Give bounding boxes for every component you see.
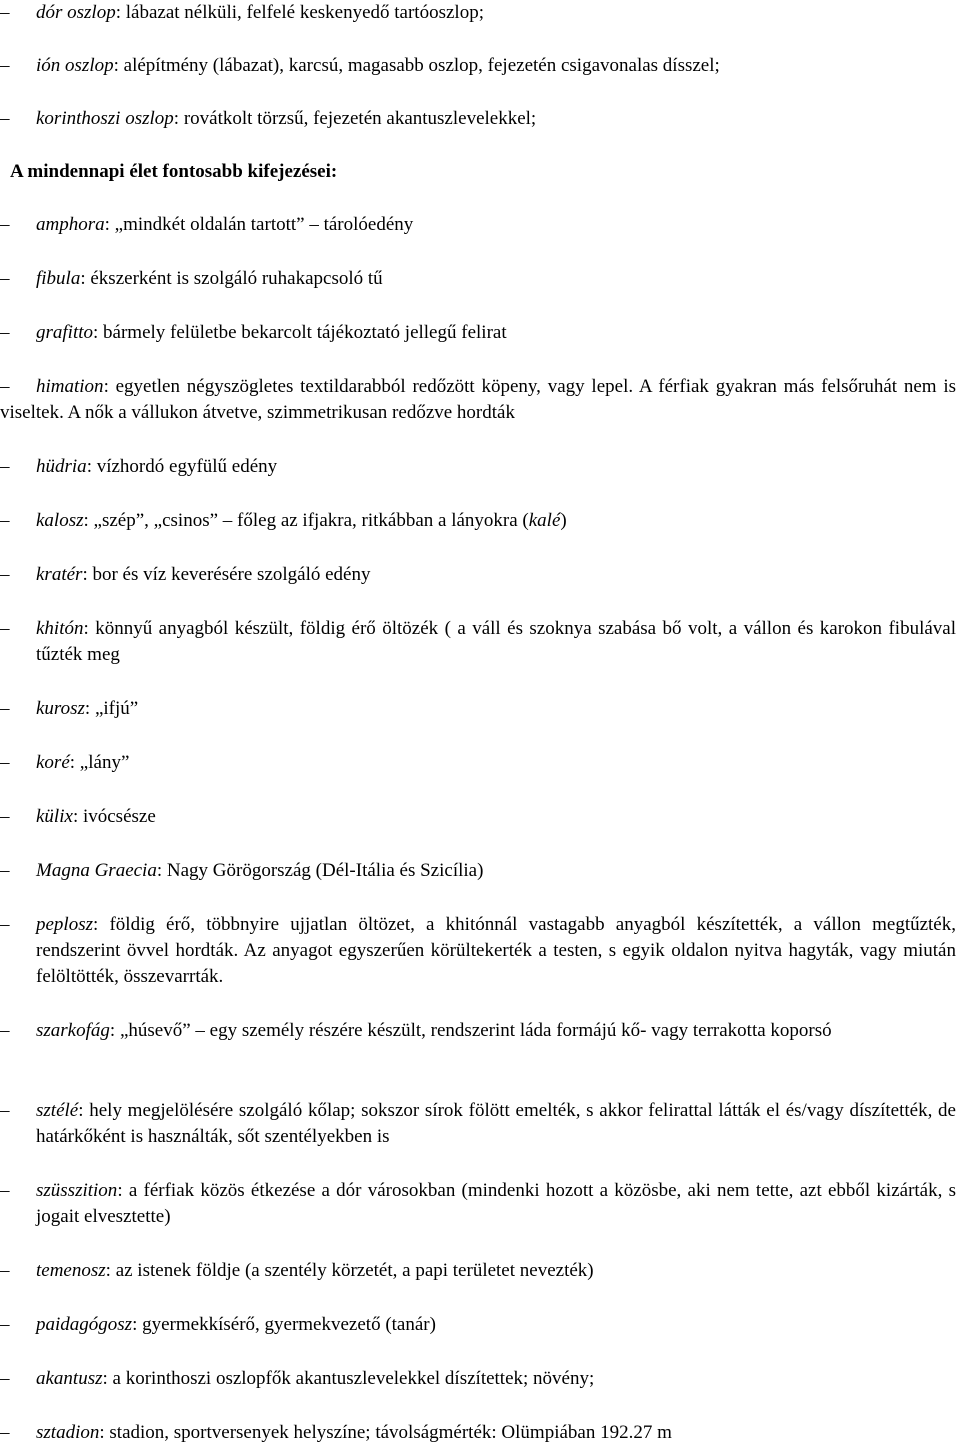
glossary-entry — [0, 320, 956, 346]
term-separator: : — [103, 376, 109, 397]
glossary-entry — [0, 374, 956, 426]
definition-text: bor és víz keverésére szolgáló edény — [87, 564, 371, 585]
definition-text: „szép”, „csinos” – főleg az ifjakra, ritkábban a lányokra ( — [88, 510, 529, 531]
glossary-term: kurosz — [36, 698, 85, 719]
term-separator: : — [69, 752, 76, 773]
glossary-entry — [0, 1312, 956, 1338]
glossary-term: temenosz — [36, 1260, 106, 1281]
glossary-term: grafitto — [36, 322, 94, 343]
glossary-entry — [0, 912, 956, 990]
glossary-term-inline: kalé — [528, 510, 561, 531]
dash-bullet: – — [0, 698, 10, 719]
term-separator: : — [82, 564, 88, 585]
glossary-entry — [0, 266, 956, 292]
dash-bullet: – — [0, 376, 10, 397]
definition-text: gyermekkísérő, gyermekvezető (tanár) — [137, 1314, 436, 1335]
glossary-term: fibula — [36, 268, 81, 289]
dash-bullet: – — [0, 1020, 10, 1041]
definition-text: stadion, sportversenyek helyszíne; távolságmérték: Olümpiában 192.27 m — [104, 1422, 672, 1443]
glossary-term: himation — [36, 376, 104, 397]
dash-bullet: – — [0, 1100, 10, 1121]
definition-text: a férfiak közös étkezése a dór városokban (mindenki hozott a közösbe, aki nem tette, azt ebből kizárták, s jogait elvesztette) — [36, 1180, 956, 1227]
definition-text: „ifjú” — [90, 698, 139, 719]
term-separator: : — [117, 1180, 123, 1201]
dash-bullet: – — [0, 214, 10, 235]
glossary-term: sztélé — [36, 1100, 79, 1121]
glossary-term: külix — [36, 806, 73, 827]
glossary-entry — [0, 212, 956, 238]
dash-bullet: – — [0, 860, 10, 881]
term-separator: : — [93, 914, 99, 935]
dash-bullet: – — [0, 322, 10, 343]
glossary-term: amphora — [36, 214, 105, 235]
dash-bullet: – — [0, 564, 10, 585]
glossary-term: kalosz — [36, 510, 84, 531]
dash-bullet: – — [0, 752, 10, 773]
definition-text: vízhordó egyfülű edény — [91, 456, 278, 477]
definition-text: egyetlen négyszögletes textildarabból redőzött köpeny, vagy lepel. A férfiak gyakran más felsőruhát nem is viseltek. A nők a vállukon átvetve, szimmetrikusan redőzve hordták — [0, 376, 956, 423]
definition-text: „húsevő” – egy személy részére készült, rendszerint láda formájú kő- vagy terrakotta koporsó — [115, 1020, 832, 1041]
dash-bullet: – — [0, 1260, 10, 1281]
term-separator: : — [173, 108, 180, 129]
glossary-term: Magna Graecia — [36, 860, 157, 881]
dash-bullet: – — [0, 268, 10, 289]
term-separator: : — [72, 806, 79, 827]
glossary-term: dór oszlop — [36, 2, 116, 23]
glossary-term: paidagógosz — [36, 1314, 133, 1335]
glossary-entry — [0, 106, 956, 132]
glossary-term: ión oszlop — [36, 55, 114, 76]
term-separator: : — [104, 214, 110, 235]
definition-text: lábazat nélküli, felfelé keskenyedő tartóoszlop; — [121, 2, 484, 23]
definition-text: alépítmény (lábazat), karcsú, magasabb oszlop, fejezetén csigavonalas dísszel; — [118, 55, 720, 76]
glossary-term: sztadion — [36, 1422, 100, 1443]
glossary-entry — [0, 750, 956, 776]
glossary-term: szüsszition — [36, 1180, 118, 1201]
definition-text: könnyű anyagból készült, földig érő öltözék ( a váll és szoknya szabása bő volt, a vállon és karokon fibulával tűzték meg — [36, 618, 956, 665]
definition-text: Nagy Görögország (Dél-Itália és Szicília) — [162, 860, 484, 881]
definition-text: bármely felületbe bekarcolt tájékoztató jellegű felirat — [98, 322, 507, 343]
glossary-term: korinthoszi oszlop — [36, 108, 174, 129]
term-separator: : — [132, 1314, 138, 1335]
definition-text: rovátkolt törzsű, fejezetén akantuszlevelekkel; — [179, 108, 537, 129]
glossary-term: hüdria — [36, 456, 87, 477]
term-separator: : — [113, 55, 119, 76]
definition-text: ivócsésze — [78, 806, 156, 827]
dash-bullet: – — [0, 1314, 10, 1335]
term-separator: : — [105, 1260, 111, 1281]
definition-text: a korinthoszi oszlopfők akantuszlevelekkel díszítettek; növény; — [107, 1368, 595, 1389]
glossary-term: peplosz — [36, 914, 93, 935]
definition-text: „lány” — [75, 752, 130, 773]
glossary-entry — [0, 1366, 956, 1392]
dash-bullet: – — [0, 456, 10, 477]
glossary-entry — [0, 1420, 956, 1446]
glossary-term: kratér — [36, 564, 83, 585]
glossary-term: khitón — [36, 618, 84, 639]
definition-text-tail: ) — [560, 510, 567, 531]
dash-bullet: – — [0, 806, 10, 827]
term-separator: : — [80, 268, 86, 289]
definition-text: „mindkét oldalán tartott” – tárolóedény — [109, 214, 414, 235]
dash-bullet: – — [0, 914, 10, 935]
definition-text: hely megjelölésére szolgáló kőlap; sokszor sírok fölött emelték, s akkor felirattal látták el és/vagy díszítették, de határkőként is használták, sőt szentélyekben is — [36, 1100, 956, 1147]
dash-bullet: – — [0, 510, 10, 531]
glossary-entry — [0, 454, 956, 480]
term-separator: : — [102, 1368, 108, 1389]
dash-bullet: – — [0, 618, 10, 639]
term-separator: : — [115, 2, 121, 23]
dash-bullet: – — [0, 1180, 10, 1201]
term-separator: : — [86, 456, 92, 477]
dash-bullet: – — [0, 2, 10, 23]
glossary-term: koré — [36, 752, 70, 773]
dash-bullet: – — [0, 55, 10, 76]
term-separator: : — [99, 1422, 105, 1443]
dash-bullet: – — [0, 108, 10, 129]
glossary-entry — [0, 804, 956, 830]
glossary-entry — [0, 1098, 956, 1150]
glossary-term: szarkofág — [36, 1020, 110, 1041]
glossary-entry — [0, 1258, 956, 1284]
term-separator: : — [83, 618, 89, 639]
glossary-entry — [0, 1018, 956, 1044]
term-separator: : — [109, 1020, 116, 1041]
glossary-entry — [0, 696, 956, 722]
glossary-entry — [0, 508, 956, 534]
glossary-entry — [0, 0, 956, 26]
glossary-entry — [0, 53, 956, 79]
definition-text: az istenek földje (a szentély körzetét, a papi területet nevezték) — [110, 1260, 594, 1281]
term-separator: : — [93, 322, 99, 343]
definition-text: ékszerként is szolgáló ruhakapcsoló tű — [85, 268, 383, 289]
glossary-entry — [0, 562, 956, 588]
definition-text: földig érő, többnyire ujjatlan öltözet, a khitónnál vastagabb anyagból készítették, a vállon megtűzték, rendszerint övvel hordták. Az anyagot egyszerűen körültekerték a testen, s egyik oldalon nyitva hagyták, vagy miután felöltötték, összevarrták. — [36, 914, 956, 987]
term-separator: : — [83, 510, 89, 531]
glossary-entry — [0, 858, 956, 884]
term-separator: : — [78, 1100, 84, 1121]
glossary-term: akantusz — [36, 1368, 103, 1389]
term-separator: : — [84, 698, 91, 719]
section-heading: A mindennapi élet fontosabb kifejezései: — [10, 161, 338, 182]
dash-bullet: – — [0, 1368, 10, 1389]
glossary-entry — [0, 616, 956, 668]
glossary-entry — [0, 1178, 956, 1230]
term-separator: : — [156, 860, 163, 881]
dash-bullet: – — [0, 1422, 10, 1443]
